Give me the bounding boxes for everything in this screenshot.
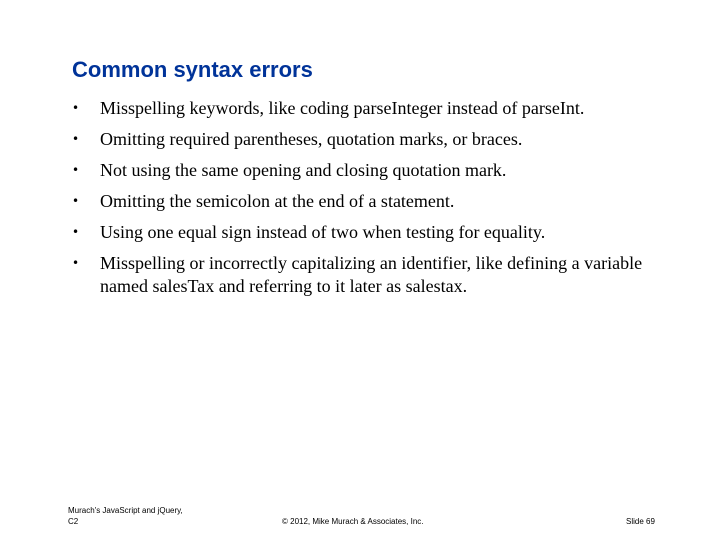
list-item [72, 97, 672, 120]
list-item [72, 252, 672, 298]
footer-book-line2: C2 [68, 517, 79, 526]
bullet-text: Omitting the semicolon at the end of a statement. [100, 191, 455, 211]
bullet-icon: • [72, 194, 80, 208]
bullet-text: Omitting required parentheses, quotation marks, or braces. [100, 129, 523, 149]
footer-copyright: © 2012, Mike Murach & Associates, Inc. [282, 517, 424, 526]
footer-book-line1: Murach's JavaScript and jQuery, [68, 506, 183, 515]
list-item [72, 128, 672, 151]
footer-slide-number: Slide 69 [626, 517, 655, 526]
bullet-text: Misspelling keywords, like coding parseInteger instead of parseInt. [100, 98, 585, 118]
slide-title: Common syntax errors [72, 57, 313, 82]
bullet-icon: • [72, 225, 80, 239]
bullet-text: Misspelling or incorrectly capitalizing an identifier, like defining a variable named salesTax and referring to it later as salestax. [100, 253, 643, 296]
list-item [72, 221, 672, 244]
bullet-text: Using one equal sign instead of two when testing for equality. [100, 222, 546, 242]
bullet-icon: • [72, 163, 80, 177]
bullet-icon: • [72, 132, 80, 146]
bullet-icon: • [72, 256, 80, 270]
bullet-text: Not using the same opening and closing quotation mark. [100, 160, 507, 180]
footer-book-title [68, 505, 228, 527]
bullet-icon: • [72, 101, 80, 115]
list-item [72, 159, 672, 182]
list-item [72, 190, 672, 213]
bullet-list [72, 97, 672, 306]
